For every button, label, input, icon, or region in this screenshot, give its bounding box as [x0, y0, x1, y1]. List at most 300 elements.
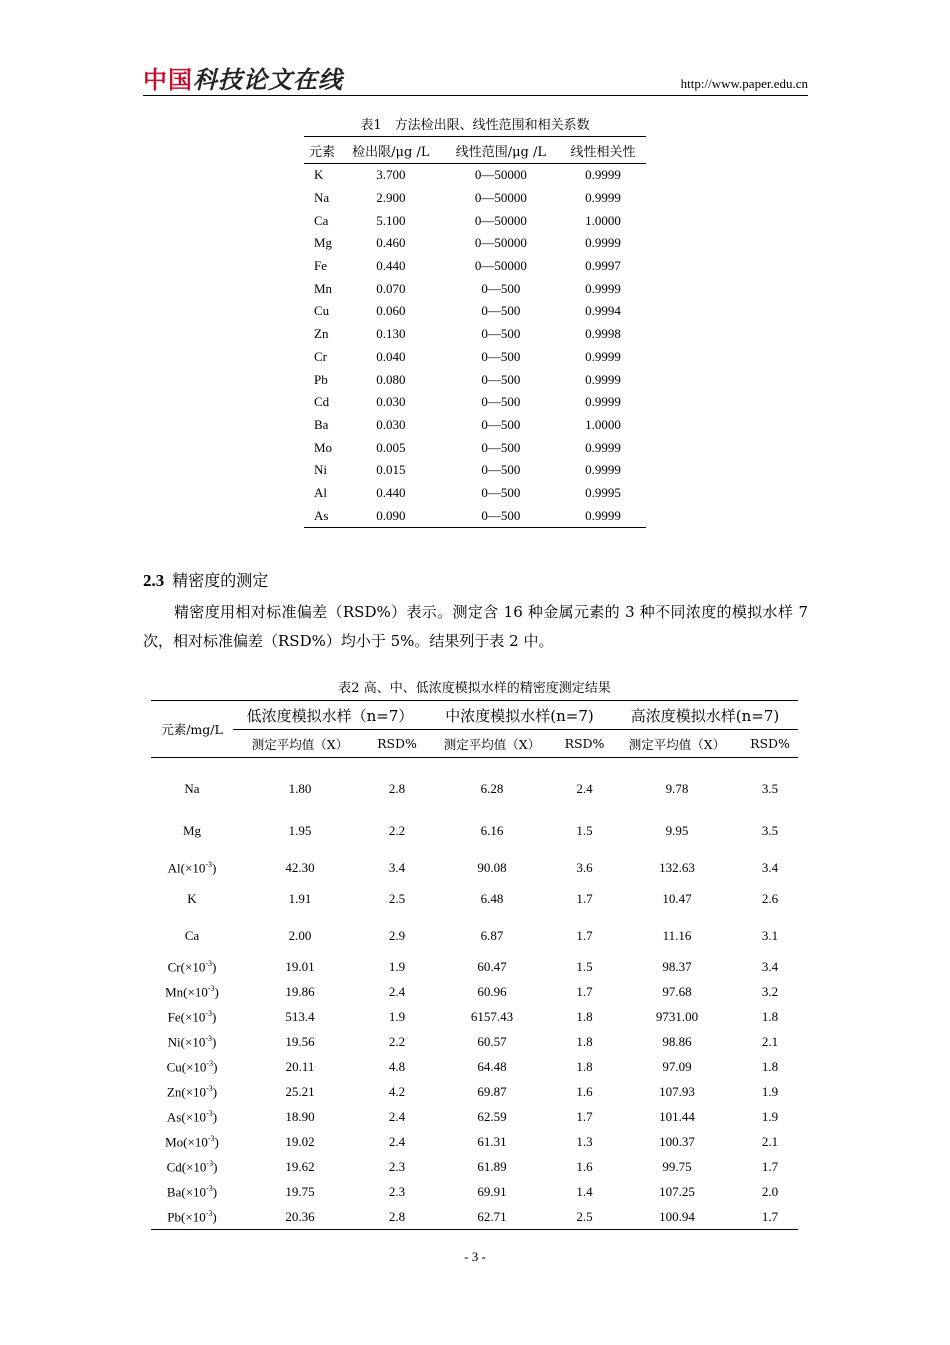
element-symbol: Na [184, 781, 200, 797]
element-symbol: Ni [167, 1034, 181, 1050]
rsd-value-cell: 2.4 [388, 1109, 406, 1124]
exponent-power: -3 [207, 983, 215, 993]
table-cell: 1.0000 [585, 212, 621, 228]
table-cell: 0—500 [481, 348, 521, 364]
logo-part1: 中国 [143, 66, 193, 94]
exponent-base: ×10 [185, 1109, 207, 1125]
element-cell [151, 881, 233, 918]
mean-value-cell: 513.4 [285, 1009, 315, 1024]
table-cell: 0.440 [376, 258, 406, 274]
rsd-value-cell: 1.7 [742, 1205, 798, 1230]
rsd-value-cell: 1.8 [761, 1009, 779, 1024]
mean-value-cell: 19.86 [285, 984, 315, 999]
element-cell [151, 955, 233, 980]
rsd-value-cell: 2.8 [388, 781, 406, 797]
rsd-value-cell: 4.2 [388, 1084, 406, 1099]
element-symbol: Fe [167, 1009, 181, 1025]
rsd-value-cell: 3.1 [761, 928, 779, 943]
table-cell: 1.0000 [585, 416, 621, 432]
exponent-close: ) [212, 1184, 218, 1200]
exponent-close: ) [213, 1059, 218, 1075]
exponent-open: ( [181, 1184, 186, 1200]
sub-mean-header: 测定平均值（X） [612, 730, 742, 758]
mean-value-cell: 9.78 [665, 781, 689, 797]
mean-value-cell: 9.95 [665, 823, 689, 838]
table-row [151, 1105, 798, 1130]
exponent-close: ) [212, 959, 217, 975]
element-symbol: Mn [165, 984, 184, 1000]
table-cell: 0—50000 [474, 235, 527, 251]
rsd-value-cell: 2.2 [388, 823, 406, 838]
mean-value-cell: 61.89 [477, 1159, 507, 1174]
table-cell: 0.090 [340, 504, 442, 527]
mean-value-cell: 107.25 [659, 1184, 695, 1199]
table1-header-cell: 线性范围/μg /L [442, 137, 560, 164]
sub-mean-header: 测定平均值（X） [427, 730, 557, 758]
table-cell: Ca [314, 212, 329, 228]
mean-value-cell: 90.08 [477, 860, 507, 875]
exponent-close: ) [214, 984, 219, 1000]
table-row [304, 209, 646, 232]
exponent-base: ×10 [185, 1084, 207, 1100]
mean-value-cell: 98.37 [662, 959, 692, 974]
element-cell [151, 980, 233, 1005]
table-row [151, 980, 798, 1005]
element-symbol: Mo [165, 1134, 184, 1150]
rsd-value-cell: 1.7 [576, 891, 593, 906]
element-symbol: K [187, 891, 197, 906]
table-cell: 0.9999 [560, 504, 646, 527]
section-number: 2.3 [143, 571, 165, 590]
table-row [151, 807, 798, 856]
mean-value-cell: 62.59 [477, 1109, 507, 1124]
rsd-value-cell: 1.5 [576, 959, 593, 974]
table-cell: Fe [314, 258, 327, 274]
exponent-power: -3 [205, 859, 212, 869]
exponent-power: -3 [205, 958, 212, 968]
rsd-value-cell: 1.4 [576, 1184, 593, 1199]
table-row [151, 881, 798, 918]
exponent-close: ) [212, 1034, 217, 1050]
element-cell [151, 1180, 233, 1205]
exponent-base: ×10 [185, 1208, 206, 1224]
mean-value-cell: 6.28 [480, 781, 504, 797]
element-symbol: Cd [166, 1159, 182, 1175]
page-header [143, 66, 808, 96]
table-row [304, 414, 646, 437]
table-cell: 0.130 [376, 326, 406, 342]
rsd-value-cell: 1.6 [576, 1159, 593, 1174]
table-cell: 0.030 [376, 394, 406, 410]
rsd-value-cell: 4.8 [388, 1059, 406, 1074]
table-cell: 0.9997 [585, 258, 621, 274]
mean-value-cell: 9731.00 [655, 1009, 699, 1024]
table-row [151, 1130, 798, 1155]
mean-value-cell: 6.87 [480, 928, 504, 943]
table-row [151, 1180, 798, 1205]
table-cell: 0—500 [481, 462, 521, 478]
mean-value-cell: 19.56 [285, 1034, 315, 1049]
exponent-power: -3 [206, 1108, 213, 1118]
mean-value-cell: 98.86 [662, 1034, 692, 1049]
exponent-base: ×10 [186, 1059, 207, 1075]
table-cell: Al [314, 484, 327, 500]
exponent-power: -3 [205, 1033, 212, 1043]
mean-value-cell: 42.30 [285, 860, 315, 875]
exponent-open: ( [183, 1134, 188, 1150]
table-cell: Mg [314, 235, 333, 251]
table-row [304, 482, 646, 505]
exponent-base: ×10 [186, 1159, 207, 1175]
table-cell: 0—500 [481, 439, 521, 455]
table-row [151, 955, 798, 980]
rsd-value-cell: 2.1 [761, 1134, 779, 1149]
table-cell: 0.9999 [585, 235, 621, 251]
exponent-open: ( [181, 1159, 187, 1175]
mean-value-cell: 60.96 [477, 984, 507, 999]
mean-value-cell: 100.37 [659, 1134, 695, 1149]
element-cell [151, 1130, 233, 1155]
mean-value-cell: 20.36 [233, 1205, 367, 1230]
rsd-value-cell: 3.4 [388, 860, 406, 875]
exponent-open: ( [181, 1084, 186, 1100]
element-cell [151, 1105, 233, 1130]
rsd-value-cell: 1.9 [388, 959, 406, 974]
mean-value-cell: 69.87 [477, 1084, 507, 1099]
element-cell [151, 1005, 233, 1030]
rsd-value-cell: 1.8 [576, 1009, 593, 1024]
table-cell: 0.015 [376, 462, 406, 478]
table-cell: 0—500 [481, 371, 521, 387]
mean-value-cell: 107.93 [659, 1084, 695, 1099]
table1-caption: 表1 方法检出限、线性范围和相关系数 [360, 118, 590, 133]
mean-value-cell: 19.02 [285, 1134, 315, 1149]
element-cell [151, 856, 233, 881]
rsd-value-cell: 2.4 [388, 1134, 406, 1149]
rsd-value-cell: 2.5 [388, 891, 406, 906]
rsd-value-cell: 2.0 [761, 1184, 779, 1199]
exponent-base: ×10 [187, 984, 208, 1000]
exponent-base: ×10 [184, 1009, 206, 1025]
table-cell: 0.080 [376, 371, 406, 387]
element-symbol: Cu [166, 1059, 182, 1075]
element-cell [151, 1080, 233, 1105]
exponent-power: -3 [205, 1208, 213, 1218]
section-heading [143, 568, 268, 591]
table-cell: 0.9999 [585, 348, 621, 364]
exponent-open: ( [180, 959, 185, 975]
table-cell: 5.100 [376, 212, 406, 228]
element-cell [151, 1155, 233, 1180]
table-row [151, 1155, 798, 1180]
table-cell: 0.460 [376, 235, 406, 251]
element-cell [151, 758, 233, 807]
exponent-open: ( [181, 1208, 186, 1224]
table-cell: Ni [314, 462, 327, 478]
table-row [304, 187, 646, 210]
exponent-base: ×10 [184, 1034, 206, 1050]
exponent-base: ×10 [187, 1134, 208, 1150]
exponent-power: -3 [206, 1158, 214, 1168]
table-row [151, 1005, 798, 1030]
table-cell: As [304, 504, 340, 527]
table-cell: 0.9999 [585, 371, 621, 387]
header-rule [143, 95, 808, 96]
mean-value-cell: 6.48 [480, 891, 504, 906]
rsd-value-cell: 1.7 [576, 984, 593, 999]
mean-value-cell: 62.71 [427, 1205, 557, 1230]
mean-value-cell: 60.57 [477, 1034, 507, 1049]
element-symbol: Ca [184, 928, 200, 943]
table-row [304, 255, 646, 278]
exponent-power: -3 [206, 1058, 214, 1068]
table-cell: 0—500 [442, 504, 560, 527]
table-row [304, 368, 646, 391]
mean-value-cell: 2.00 [288, 928, 312, 943]
exponent-close: ) [213, 1159, 218, 1175]
sub-rsd-header: RSD% [367, 730, 427, 758]
table-row [304, 323, 646, 346]
table-cell: 0.9999 [585, 462, 621, 478]
table-cell: 0—500 [481, 280, 521, 296]
table-cell: 0.9995 [585, 484, 621, 500]
mean-value-cell: 1.91 [288, 891, 312, 906]
mean-value-cell: 69.91 [477, 1184, 507, 1199]
section-title: 精密度的测定 [172, 571, 269, 590]
table-cell: 0.9994 [585, 303, 621, 319]
mean-value-cell: 99.75 [662, 1159, 692, 1174]
logo-part2: 科技论文在线 [193, 66, 343, 94]
exponent-open: ( [181, 1059, 187, 1075]
mean-value-cell: 60.47 [477, 959, 507, 974]
mean-value-cell: 1.80 [288, 781, 312, 797]
mean-value-cell: 11.16 [662, 928, 692, 943]
table-row [151, 758, 798, 807]
table-cell: K [314, 167, 324, 183]
exponent-open: ( [183, 984, 188, 1000]
exponent-open: ( [180, 860, 185, 876]
table-cell: 0—500 [481, 303, 521, 319]
table-row [151, 1205, 798, 1230]
exponent-close: ) [212, 1208, 217, 1224]
rsd-value-cell: 1.9 [761, 1084, 779, 1099]
table-cell: 0—500 [481, 326, 521, 342]
mean-value-cell: 97.09 [662, 1059, 692, 1074]
table-cell: 2.900 [376, 190, 406, 206]
table-row [304, 391, 646, 414]
table-cell: 0—50000 [474, 167, 527, 183]
element-symbol: Ba [166, 1184, 182, 1200]
table-cell: 0.005 [376, 439, 406, 455]
rsd-value-cell: 2.3 [388, 1159, 406, 1174]
mean-value-cell: 64.48 [477, 1059, 507, 1074]
mean-value-cell: 6157.43 [470, 1009, 514, 1024]
table-row [151, 856, 798, 881]
table-cell: Mn [314, 280, 333, 296]
journal-logo [143, 66, 343, 94]
rsd-value-cell: 2.2 [388, 1034, 406, 1049]
rsd-value-cell: 2.5 [557, 1205, 612, 1230]
table-row [304, 459, 646, 482]
table-row [151, 1055, 798, 1080]
exponent-close: ) [212, 1109, 218, 1125]
table-row [151, 918, 798, 955]
element-symbol: Mg [182, 823, 202, 838]
rsd-value-cell: 2.9 [388, 928, 406, 943]
mean-value-cell: 19.01 [285, 959, 315, 974]
table1-header-cell: 元素 [304, 137, 340, 164]
table-cell: 0—50000 [474, 212, 527, 228]
table-cell: 0.9999 [585, 167, 621, 183]
exponent-power: -3 [206, 1183, 213, 1193]
table-cell: 0.030 [376, 416, 406, 432]
table1 [304, 136, 646, 528]
table-cell: 0.440 [376, 484, 406, 500]
group-low-header: 低浓度模拟水样（n=7） [233, 701, 427, 730]
exponent-close: ) [214, 1134, 219, 1150]
rsd-value-cell: 3.4 [761, 959, 779, 974]
table-cell: 0.040 [376, 348, 406, 364]
table-cell: Cd [314, 394, 330, 410]
table-cell: Cu [314, 303, 330, 319]
rsd-value-cell: 3.5 [761, 823, 779, 838]
mean-value-cell: 10.47 [662, 891, 692, 906]
rsd-value-cell: 2.8 [367, 1205, 427, 1230]
rsd-value-cell: 1.9 [388, 1009, 406, 1024]
table-cell: 0—50000 [474, 190, 527, 206]
table-cell: 0—50000 [474, 258, 527, 274]
table-cell: 0.9999 [585, 190, 621, 206]
rsd-value-cell: 1.7 [761, 1159, 779, 1174]
table-row [304, 436, 646, 459]
exponent-base: ×10 [184, 860, 206, 876]
rsd-value-cell: 2.3 [388, 1184, 406, 1199]
section-paragraph: 精密度用相对标准偏差（RSD%）表示。测定含 16 种金属元素的 3 种不同浓度的模拟水样 7 次，相对标准偏差（RSD%）均小于 5%。结果列于表 2 中。 [143, 603, 808, 650]
table2 [151, 700, 798, 1230]
table-cell: Ba [314, 416, 329, 432]
table-cell: 0.070 [376, 280, 406, 296]
element-cell [151, 807, 233, 856]
table-cell: 0.060 [376, 303, 406, 319]
table-cell: Mo [314, 439, 333, 455]
exponent-close: ) [212, 1084, 218, 1100]
table2-caption: 表2 高、中、低浓度模拟水样的精密度测定结果 [338, 681, 611, 696]
table-row [304, 300, 646, 323]
exponent-close: ) [212, 860, 217, 876]
table-cell: 0—500 [481, 394, 521, 410]
rsd-value-cell: 1.3 [576, 1134, 593, 1149]
table-row [151, 1030, 798, 1055]
exponent-close: ) [212, 1009, 217, 1025]
mean-value-cell: 19.62 [285, 1159, 315, 1174]
exponent-base: ×10 [185, 1184, 207, 1200]
exponent-base: ×10 [184, 959, 206, 975]
rsd-value-cell: 1.9 [761, 1109, 779, 1124]
mean-value-cell: 18.90 [285, 1109, 315, 1124]
mean-value-cell: 20.11 [285, 1059, 315, 1074]
element-symbol: Zn [166, 1084, 182, 1100]
rsd-value-cell: 3.6 [576, 860, 593, 875]
col-element-header: 元素/mg/L [151, 701, 233, 758]
rsd-value-cell: 1.6 [576, 1084, 593, 1099]
rsd-value-cell: 1.8 [576, 1059, 593, 1074]
table-cell: Na [314, 190, 330, 206]
table-cell: Zn [314, 326, 329, 342]
table1-header-cell: 线性相关性 [560, 137, 646, 164]
rsd-value-cell: 3.4 [761, 860, 779, 875]
mean-value-cell: 1.95 [288, 823, 312, 838]
mean-value-cell: 101.44 [659, 1109, 695, 1124]
table-row [304, 164, 646, 187]
table-row [304, 232, 646, 255]
group-high-header: 高浓度模拟水样(n=7) [612, 701, 798, 730]
rsd-value-cell: 1.7 [576, 1109, 593, 1124]
mean-value-cell: 25.21 [285, 1084, 315, 1099]
table-row [304, 504, 646, 527]
mean-value-cell: 19.75 [285, 1184, 315, 1199]
mean-value-cell: 97.68 [662, 984, 692, 999]
table-row [304, 277, 646, 300]
rsd-value-cell: 2.4 [388, 984, 406, 999]
element-cell [151, 1205, 233, 1230]
exponent-open: ( [180, 1009, 185, 1025]
exponent-power: -3 [206, 1083, 213, 1093]
table-cell: 0.9998 [585, 326, 621, 342]
table-cell: 3.700 [376, 167, 406, 183]
mean-value-cell: 100.94 [612, 1205, 742, 1230]
sub-rsd-header: RSD% [557, 730, 612, 758]
rsd-value-cell: 1.8 [761, 1059, 779, 1074]
sub-mean-header: 测定平均值（X） [233, 730, 367, 758]
table-cell: Cr [314, 348, 327, 364]
table-cell: 0.9999 [585, 394, 621, 410]
rsd-value-cell: 2.4 [576, 781, 593, 797]
table-row [151, 1080, 798, 1105]
rsd-value-cell: 1.7 [576, 928, 593, 943]
exponent-power: -3 [205, 1008, 212, 1018]
table-cell: 0—500 [481, 484, 521, 500]
mean-value-cell: 132.63 [659, 860, 695, 875]
element-symbol: Cr [167, 959, 181, 975]
page-number: - 3 - [464, 1249, 486, 1264]
table1-header-cell: 检出限/μg /L [340, 137, 442, 164]
header-url[interactable]: http://www.paper.edu.cn [680, 76, 808, 91]
rsd-value-cell: 2.6 [761, 891, 779, 906]
exponent-power: -3 [207, 1133, 215, 1143]
exponent-open: ( [180, 1034, 185, 1050]
rsd-value-cell: 3.5 [761, 781, 779, 797]
rsd-value-cell: 1.8 [576, 1034, 593, 1049]
element-cell [151, 1055, 233, 1080]
rsd-value-cell: 3.2 [761, 984, 779, 999]
element-symbol: Al [167, 860, 181, 876]
element-cell [151, 918, 233, 955]
element-symbol: Pb [167, 1208, 182, 1224]
element-cell [151, 1030, 233, 1055]
exponent-open: ( [181, 1109, 186, 1125]
mean-value-cell: 61.31 [477, 1134, 507, 1149]
table-cell: 0.9999 [585, 280, 621, 296]
table-cell: 0—500 [481, 416, 521, 432]
rsd-value-cell: 1.5 [576, 823, 593, 838]
sub-rsd-header: RSD% [742, 730, 798, 758]
table-row [304, 346, 646, 369]
table-cell: 0.9999 [585, 439, 621, 455]
group-mid-header: 中浓度模拟水样(n=7) [427, 701, 612, 730]
mean-value-cell: 6.16 [480, 823, 504, 838]
table-cell: Pb [314, 371, 328, 387]
element-symbol: As [166, 1109, 182, 1125]
